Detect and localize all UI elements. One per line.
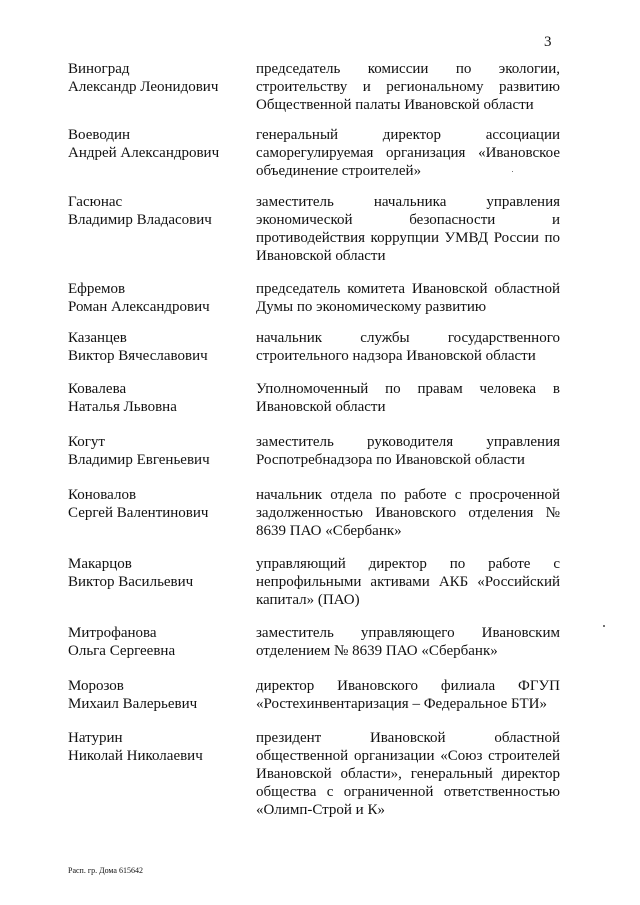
- given-names: Николай Николаевич: [68, 748, 203, 764]
- person-name: [68, 555, 248, 591]
- given-names: Владимир Евгеньевич: [68, 452, 210, 468]
- person-position: Уполномоченный по правам человека в Ивановской области: [256, 381, 560, 415]
- person-position: председатель комитета Ивановской областной Думы по экономическому развитию: [256, 281, 560, 315]
- given-names: Александр Леонидович: [68, 79, 219, 95]
- given-names: Ольга Сергеевна: [68, 643, 176, 659]
- person-position: заместитель начальника управления экономической безопасности и противодействия коррупции УМВД России по Ивановской области: [256, 194, 560, 264]
- surname: Казанцев: [68, 330, 127, 346]
- given-names: Андрей Александрович: [68, 145, 220, 161]
- surname: Гасюнас: [68, 194, 123, 210]
- person-name: [68, 126, 248, 162]
- person-position: начальник отдела по работе с просроченной задолженностью Ивановского отделения № 8639 ПАО «Сбербанк»: [256, 487, 560, 539]
- given-names: Наталья Львовна: [68, 399, 177, 415]
- given-names: Роман Александрович: [68, 299, 210, 315]
- given-names: Михаил Валерьевич: [68, 696, 198, 712]
- person-name: [68, 486, 248, 522]
- given-names: Виктор Васильевич: [68, 574, 194, 590]
- surname: Ковалева: [68, 381, 127, 397]
- surname: Ефремов: [68, 281, 126, 297]
- person-name: [68, 329, 248, 365]
- person-name: [68, 280, 248, 316]
- surname: Макарцов: [68, 556, 132, 572]
- person-position: президент Ивановской областной общественной организации «Союз строителей Ивановской области», генеральный директор общества с ограниченной ответственностью «Олимп-Строй и К»: [256, 730, 560, 818]
- person-position: председатель комиссии по экологии, строительству и региональному развитию Общественной палаты Ивановской области: [256, 61, 560, 113]
- surname: Виноград: [68, 61, 130, 77]
- given-names: Сергей Валентинович: [68, 505, 209, 521]
- person-position: заместитель управляющего Ивановским отделением № 8639 ПАО «Сбербанк»: [256, 625, 560, 659]
- surname: Морозов: [68, 678, 124, 694]
- person-name: [68, 729, 248, 765]
- person-position: директор Ивановского филиала ФГУП «Ростехинвентаризация – Федеральное БТИ»: [256, 678, 560, 712]
- given-names: Владимир Владасович: [68, 212, 212, 228]
- surname: Когут: [68, 434, 105, 450]
- person-name: [68, 193, 248, 229]
- surname: Митрофанова: [68, 625, 157, 641]
- surname: Натурин: [68, 730, 123, 746]
- footer-note: Расп. гр. Дома 615642: [68, 866, 143, 875]
- person-name: [68, 624, 248, 660]
- person-name: [68, 380, 248, 416]
- person-position: управляющий директор по работе с непрофильными активами АКБ «Российский капитал» (ПАО): [256, 556, 560, 608]
- person-position: генеральный директор ассоциации саморегулируемая организация «Ивановское объединение строителей»: [256, 127, 560, 179]
- given-names: Виктор Вячеславович: [68, 348, 208, 364]
- person-position: заместитель руководителя управления Роспотребнадзора по Ивановской области: [256, 434, 560, 468]
- person-name: [68, 60, 248, 96]
- person-position: начальник службы государственного строительного надзора Ивановской области: [256, 330, 560, 364]
- person-name: [68, 677, 248, 713]
- scan-speck: [603, 625, 605, 627]
- person-name: [68, 433, 248, 469]
- scan-speck: [512, 171, 513, 172]
- page-number: 3: [544, 34, 552, 50]
- surname: Коновалов: [68, 487, 137, 503]
- surname: Воеводин: [68, 127, 131, 143]
